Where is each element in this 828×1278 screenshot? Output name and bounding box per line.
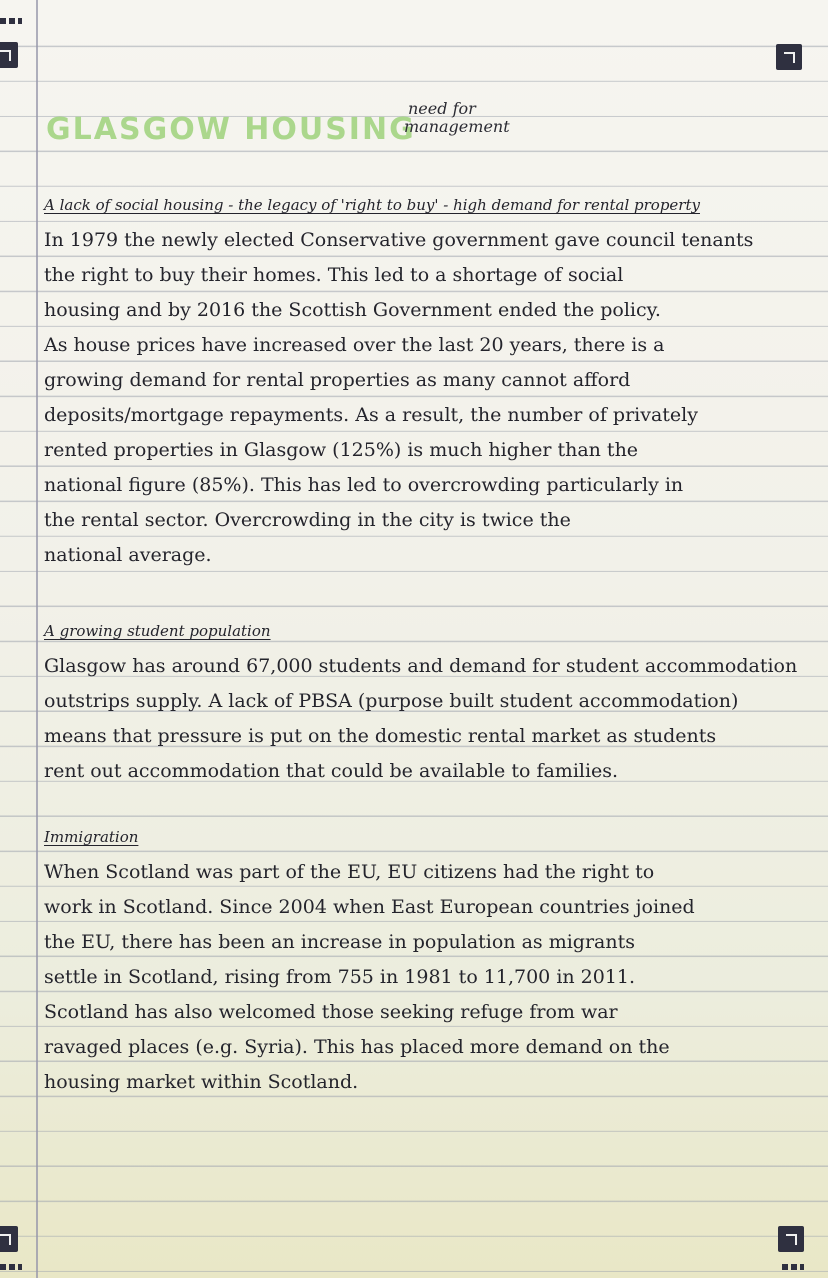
page-subtitle <box>404 99 510 136</box>
subtitle-line: need for <box>408 99 476 118</box>
section-social-housing <box>44 188 824 573</box>
text-line: work in Scotland. Since 2004 when East European countries joined <box>44 896 695 918</box>
subtitle-line: management <box>404 117 510 136</box>
section-student-population <box>44 614 824 789</box>
scan-marker-icon <box>0 42 18 68</box>
text-line: the right to buy their homes. This led to a shortage of social <box>44 264 624 286</box>
page-dash-marker <box>0 18 22 24</box>
text-line: housing and by 2016 the Scottish Government ended the policy. <box>44 299 661 321</box>
scan-marker-icon <box>778 1226 804 1252</box>
page-dash-marker <box>782 1264 804 1270</box>
text-line: Scotland has also welcomed those seeking refuge from war <box>44 1001 618 1023</box>
section-heading: Immigration <box>44 828 139 846</box>
margin-line <box>36 0 38 1278</box>
text-line: means that pressure is put on the domestic rental market as students <box>44 725 717 747</box>
text-line: national average. <box>44 544 212 566</box>
scan-marker-icon <box>0 1226 18 1252</box>
text-line: the rental sector. Overcrowding in the city is twice the <box>44 509 571 531</box>
text-line: rent out accommodation that could be available to families. <box>44 760 619 782</box>
scan-marker-icon <box>776 44 802 70</box>
page-dash-marker <box>0 1264 22 1270</box>
text-line: In 1979 the newly elected Conservative government gave council tenants <box>44 229 754 251</box>
text-line: ravaged places (e.g. Syria). This has placed more demand on the <box>44 1036 670 1058</box>
text-line: the EU, there has been an increase in population as migrants <box>44 931 635 953</box>
text-line: rented properties in Glasgow (125%) is much higher than the <box>44 439 639 461</box>
text-line: deposits/mortgage repayments. As a result, the number of privately <box>44 404 698 426</box>
section-immigration <box>44 820 824 1100</box>
page-title: GLASGOW HOUSING <box>46 112 416 147</box>
section-heading: A growing student population <box>44 622 271 640</box>
text-line: settle in Scotland, rising from 755 in 1981 to 11,700 in 2011. <box>44 966 636 988</box>
text-line: housing market within Scotland. <box>44 1071 359 1093</box>
text-line: When Scotland was part of the EU, EU citizens had the right to <box>44 861 655 883</box>
text-line: growing demand for rental properties as many cannot afford <box>44 369 631 391</box>
text-line: As house prices have increased over the last 20 years, there is a <box>44 334 665 356</box>
text-line: outstrips supply. A lack of PBSA (purpose built student accommodation) <box>44 690 739 712</box>
text-line: national figure (85%). This has led to overcrowding particularly in <box>44 474 684 496</box>
text-line: Glasgow has around 67,000 students and demand for student accommodation <box>44 655 798 677</box>
section-heading: A lack of social housing - the legacy of 'right to buy' - high demand for rental property <box>44 196 700 214</box>
